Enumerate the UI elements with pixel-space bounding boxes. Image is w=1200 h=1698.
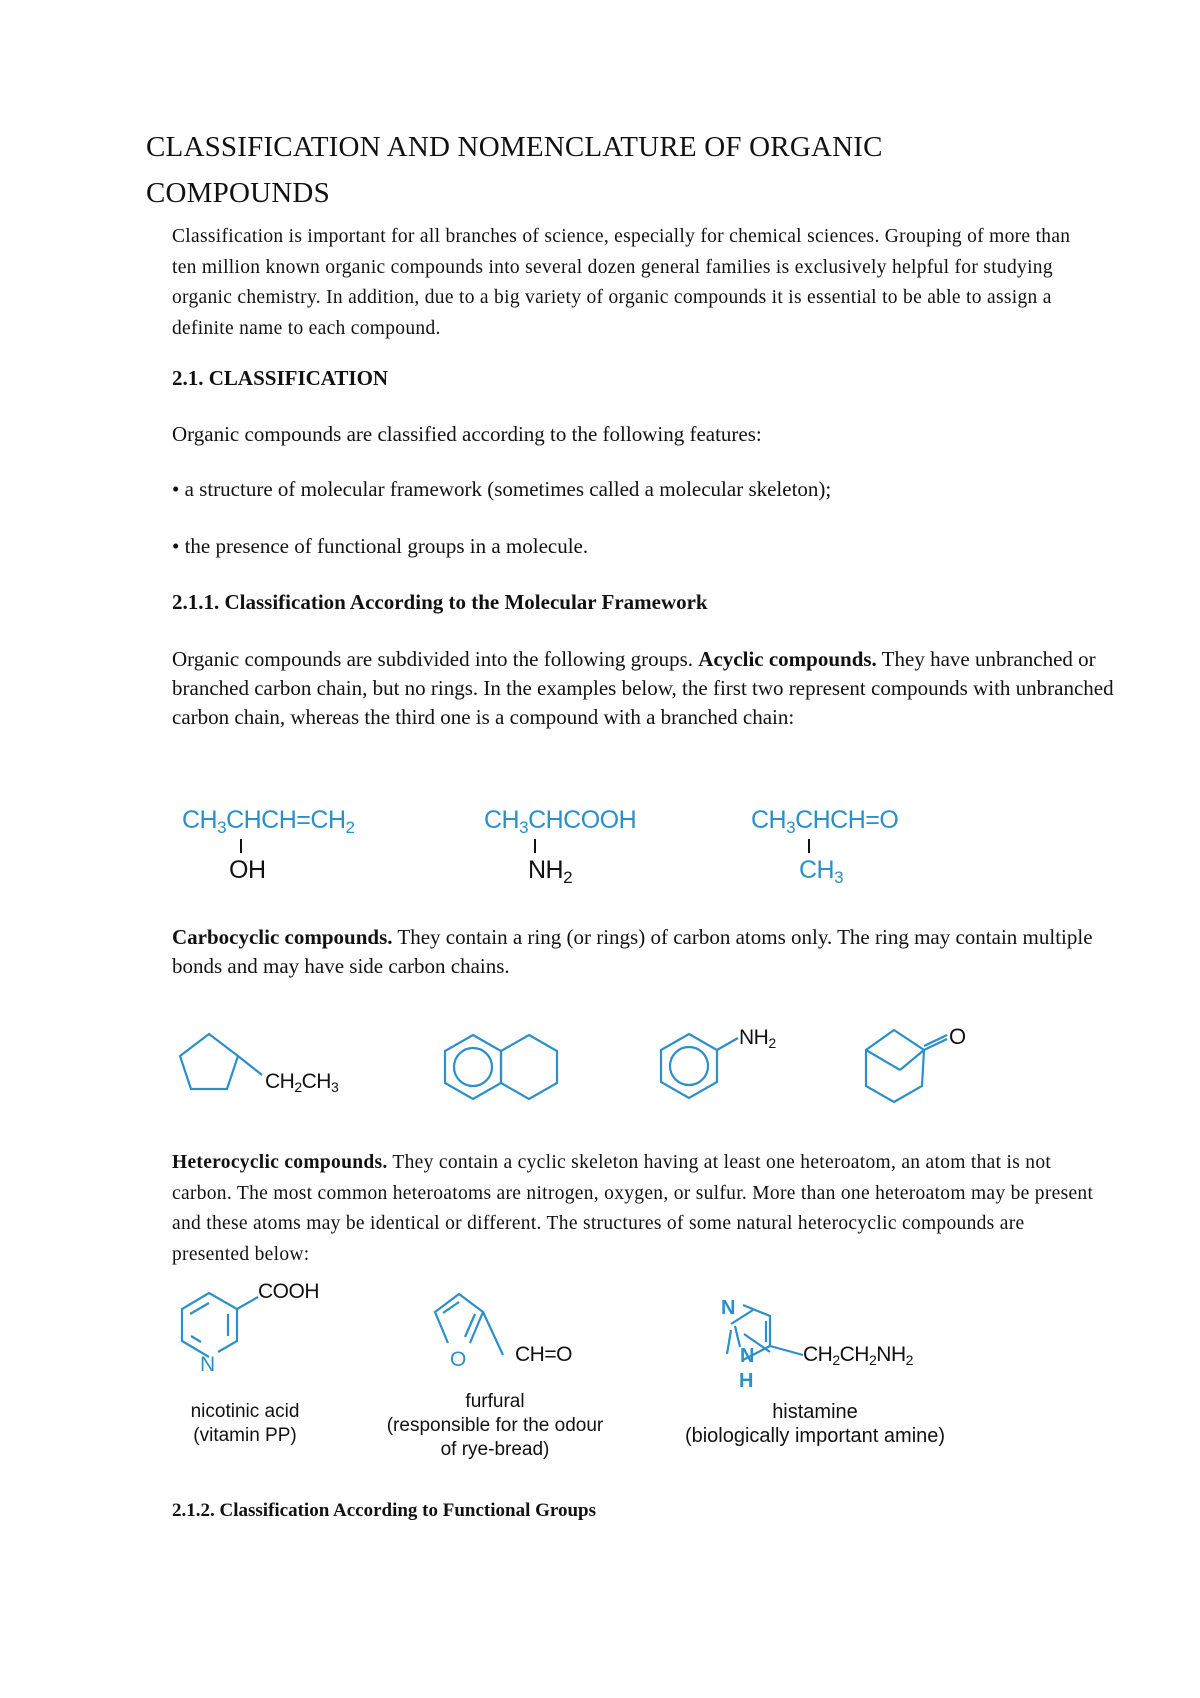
carbocyclic-term: Carbocyclic compounds. [172,925,393,949]
histamine-caption: histamine (biologically important amine) [684,1401,946,1447]
histamine-chain-label: $CH_2CH_2NH_2$ [803,1343,913,1368]
ethyl-group-label: $CH_2CH_3$ [265,1070,339,1095]
acyclic-text-post: They have unbranched or branched carbon chain, but no rings. In the examples below, the first two represent compounds with unbranched carbon chain, whereas the third one is a compound with a branched chain: [172,647,1114,729]
intro-paragraph: Classification is important for all branches of science, especially for chemical sciences. Grouping of more than ten million known organic compounds into several dozen general families is exclusively helpful for studying organic chemistry. In addition, due to a big variety of organic compounds it is essential to be able to assign a definite name to each compound. [172,226,1071,339]
bullet-item-framework: • a structure of molecular framework (sometimes called a molecular skeleton); [172,477,832,501]
histamine-structure [727,1305,803,1360]
acyclic-term: Acyclic compounds. [698,647,877,671]
section-heading-molecular-framework: 2.1.1. Classification According to the Molecular Framework [172,590,708,614]
nicotinic-caption: nicotinic acid (vitamin PP) [190,1401,300,1446]
furfural-structure [435,1294,503,1355]
acyclic-structure-2: $CH_3CHCOOH$ [484,806,637,837]
amine-group-label: $NH_2$ [739,1026,776,1051]
ketone-oxygen-label: O [949,1024,966,1049]
page-title: CLASSIFICATION AND NOMENCLATURE OF ORGANIC COMPOUNDS [146,131,883,209]
carbocyclic-text: They contain a ring (or rings) of carbon atoms only. The ring may contain multiple bonds and may have side carbon chains. [172,925,1093,978]
furfural-aldehyde-label: CH=O [515,1343,572,1366]
nicotinic-cooh-label: COOH [258,1280,319,1303]
nicotinic-acid-structure [182,1293,258,1357]
furfural-oxygen-label: O [450,1348,466,1371]
acyclic-structure-1: $CH_3CHCH=CH_2$ [182,806,355,837]
histamine-n2-label: N [740,1345,754,1367]
heterocyclic-text: They contain a cyclic skeleton having at least one heteroatom, an atom that is not carbon. The most common heteroatoms are nitrogen, oxygen, or sulfur. More than one heteroatom may be present and these atoms may be identical or different. The structures of some natural heterocyclic compounds are presented below: [172,1152,1094,1265]
histamine-h-label: H [739,1370,753,1392]
nicotinic-nitrogen-label: N [200,1353,215,1376]
heterocyclic-term: Heterocyclic compounds. [172,1152,388,1173]
section-heading-classification: 2.1. CLASSIFICATION [172,366,389,390]
acyclic-structure-3: $CH_3CHCH=O$ [751,806,899,837]
acyclic-substituent-oh: OH [229,856,266,884]
section-heading-functional-groups: 2.1.2. Classification According to Functional Groups [172,1500,597,1521]
acyclic-text-pre: Organic compounds are subdivided into the following groups. [172,647,699,671]
bullet-item-functional-groups: • the presence of functional groups in a molecule. [172,534,589,558]
histamine-n1-label: N [721,1297,735,1319]
acyclic-substituent-ch3: $CH_3$ [799,856,844,887]
furfural-caption: furfural (responsible for the odour of rye-bread) [386,1391,604,1460]
classification-lead: Organic compounds are classified according to the following features: [172,422,762,446]
acyclic-substituent-nh2: $NH_2$ [528,856,573,887]
